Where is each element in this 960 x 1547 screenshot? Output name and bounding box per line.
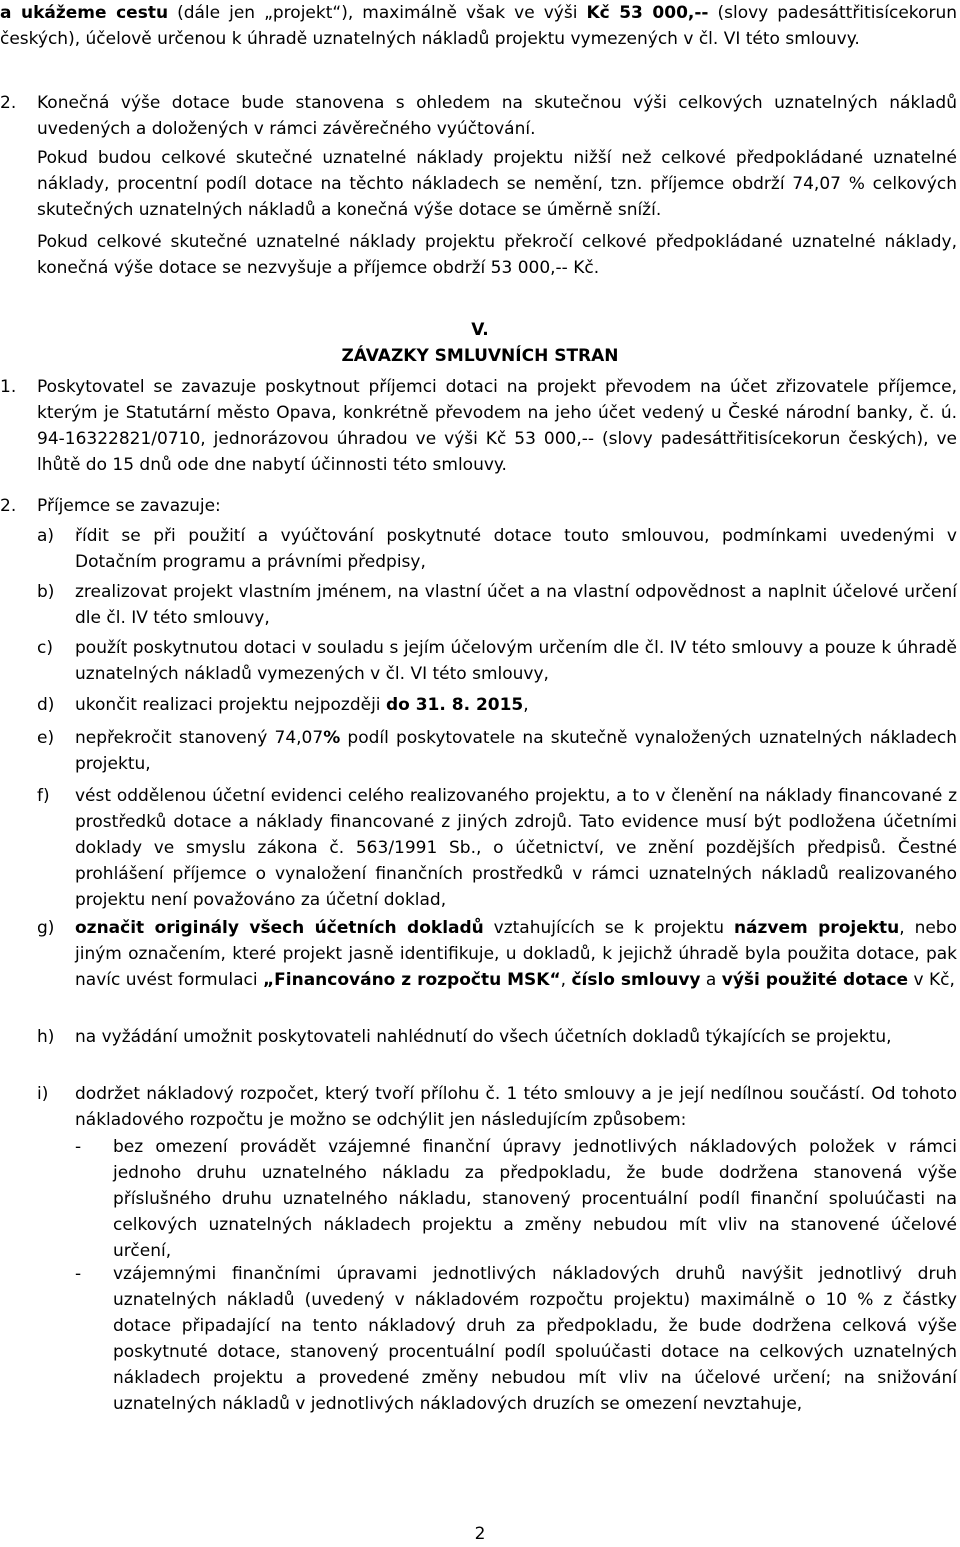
list-item-c: [37, 635, 957, 687]
g-text-8: a: [700, 970, 722, 990]
section-title: ZÁVAZKY SMLUVNÍCH STRAN: [341, 346, 619, 366]
list-item-b-label: b): [37, 582, 55, 602]
dash-marker-2: -: [75, 1264, 82, 1284]
g-text-6: ,: [560, 970, 572, 990]
percent-sign: %: [323, 728, 341, 748]
list-item-a: [37, 523, 957, 575]
list-item-b: [37, 579, 957, 631]
obligation-2-text: Příjemce se zavazuje:: [37, 496, 221, 516]
list-item-h: [37, 1024, 957, 1050]
list-item-g-label: g): [37, 918, 55, 938]
g-text-4: , nebo jiným označením, které projekt jasně identifikuje, u dokladů, k jejichž úhradě byla použita dotace, pak navíc uvést formulaci: [75, 918, 957, 990]
list-item-h-label: h): [37, 1027, 55, 1047]
list-item-d-text: [75, 692, 957, 718]
list-item-f-label: f): [37, 786, 50, 806]
deadline-date: do 31. 8. 2015: [385, 695, 524, 715]
list-item-f-text: vést oddělenou účetní evidenci celého realizovaného projektu, a to v členění na náklady financované z prostředků dotace a náklady financované z jiných zdrojů. Tato evidence musí být podložena účetními doklady ve smyslu zákona č. 563/1991 Sb., o účetnictví, ve znění pozdějších předpisů. Čestné prohlášení příjemce o vynaložení finančních prostředků v rámci uznatelných nákladů realizovaného projektu není považováno za účetní doklad,: [75, 786, 957, 910]
list-item-f: [37, 783, 957, 913]
obligation-1-text: Poskytovatel se zavazuje poskytnout příjemci dotaci na projekt převodem na účet zřizovatele příjemce, kterým je Statutární město Opava, konkrétně převodem na jeho účet vedený u České národní banky, č. ú. 94-16322821/0710, jednorázovou úhradou ve výši Kč 53 000,-- (slovy padesáttřitisícekorun českých), ve lhůtě do 15 dnů ode dne nabytí účinnosti této smlouvy.: [37, 377, 957, 475]
list-item-i: [37, 1081, 957, 1133]
item-2-paragraph-higher: Pokud celkové skutečné uznatelné náklady projektu překročí celkové předpokládané uznatelné náklady, konečná výše dotace se nezvyšuje a příjemce obdrží 53 000,-- Kč.: [37, 232, 957, 278]
item-2-block: [0, 90, 957, 142]
g-bold-7: číslo smlouvy: [571, 970, 701, 990]
list-item-b-text: zrealizovat projekt vlastním jménem, na vlastní účet a na vlastní odpovědnost a naplnit účelové určení dle čl. IV této smlouvy,: [75, 582, 957, 628]
list-item-g: [37, 915, 957, 993]
list-item-d-label: d): [37, 695, 55, 715]
dash-2-text: vzájemnými finančními úpravami jednotlivých nákladových druhů navýšit jednotlivý druh uznatelných nákladů (uvedený v nákladovém rozpočtu projektu) maximálně o 10 % z částky dotace připadající na tento nákladový druh za předpokladu, že bude dodržena celková výše poskytnuté dotace, stanovený procentuální podíl spoluúčasti dotace na celkových uznatelných nákladech projektu a provedené změny nebudou mít vliv na účelové určení; na snižování uznatelných nákladů v jednotlivých nákladových druzích se omezení nevztahuje,: [113, 1264, 957, 1414]
list-item-h-text: na vyžádání umožnit poskytovateli nahlédnutí do všech účetních dokladů týkajících se projektu,: [75, 1027, 892, 1047]
g-bold-9: výši použité dotace: [721, 970, 909, 990]
g-bold-1: označit originály všech účetních dokladů: [75, 918, 484, 938]
list-item-e: [37, 725, 957, 777]
intro-amount: Kč 53 000,--: [586, 3, 709, 23]
list-item-e-text-end: podíl poskytovatele na skutečně vynaložených uznatelných nákladech projektu,: [75, 728, 958, 774]
item-2-text: Konečná výše dotace bude stanovena s ohledem na skutečnou výši celkových uznatelných nákladů uvedených a doložených v rámci závěrečného vyúčtování.: [37, 93, 957, 139]
intro-text: (dále jen „projekt“), maximálně však ve výši: [168, 3, 587, 23]
g-bold-5: „Financováno z rozpočtu MSK“: [262, 970, 561, 990]
list-item-c-text: použít poskytnutou dotaci v souladu s jejím účelovým určením dle čl. IV této smlouvy a pouze k úhradě uznatelných nákladů vymezených v čl. VI této smlouvy,: [75, 638, 957, 684]
list-item-i-text: dodržet nákladový rozpočet, který tvoří přílohu č. 1 této smlouvy a je její nedílnou součástí. Od tohoto nákladového rozpočtu je možno se odchýlit jen následujícím způsobem:: [75, 1084, 957, 1130]
list-item-i-label: i): [37, 1084, 49, 1104]
list-item-g-text: [75, 915, 957, 993]
obligation-2: [0, 493, 957, 519]
intro-bold-start: a ukážeme cestu: [0, 3, 169, 23]
list-item-e-label: e): [37, 728, 55, 748]
obligation-2-number: 2.: [0, 496, 17, 516]
list-item-c-label: c): [37, 638, 53, 658]
g-bold-3: názvem projektu: [733, 918, 900, 938]
list-item-i-dash-1: [37, 1134, 957, 1264]
list-item-e-text-start: nepřekročit stanovený 74,07: [75, 728, 324, 748]
dash-1-text: bez omezení provádět vzájemné finanční úpravy jednotlivých nákladových položek v rámci jednoho druhu uznatelného nákladu za předpokladu, že bude dodržena stanovená výše příslušného druhu uznatelného nákladu, stanovený procentuální podíl finanční spoluúčasti na celkových uznatelných nákladech projektu a změny nebudou mít vliv na stanovené účelové určení,: [113, 1137, 957, 1261]
obligation-1: [0, 374, 957, 478]
list-item-i-dash-2: [37, 1261, 957, 1417]
page-number: 2: [474, 1524, 486, 1544]
list-item-d: [37, 692, 957, 718]
g-text-2: vztahujících se k projektu: [483, 918, 734, 938]
list-item-d-text-start: ukončit realizaci projektu nejpozději: [75, 695, 386, 715]
intro-paragraph: [0, 0, 957, 52]
list-item-d-text-end: ,: [523, 695, 529, 715]
item-2-number: 2.: [0, 93, 17, 113]
section-number: V.: [471, 320, 489, 340]
obligation-1-number: 1.: [0, 377, 17, 397]
list-item-e-text: [75, 725, 957, 777]
intro-text-end: (slovy padesáttřitisícekorun českých), účelově určenou k úhradě uznatelných nákladů projektu vymezených v čl. VI této smlouvy.: [0, 3, 957, 49]
list-item-a-text: řídit se při použití a vyúčtování poskytnuté dotace touto smlouvou, podmínkami uvedenými v Dotačním programu a právními předpisy,: [75, 526, 957, 572]
list-item-a-label: a): [37, 526, 55, 546]
item-2-paragraph-lower: Pokud budou celkové skutečné uznatelné náklady projektu nižší než celkové předpokládané uznatelné náklady, procentní podíl dotace na těchto nákladech se nemění, tzn. příjemce obdrží 74,07 % celkových skutečných uznatelných nákladů a konečná výše dotace se úměrně sníží.: [37, 148, 957, 220]
g-text-10: v Kč,: [908, 970, 955, 990]
dash-marker-1: -: [75, 1137, 82, 1157]
